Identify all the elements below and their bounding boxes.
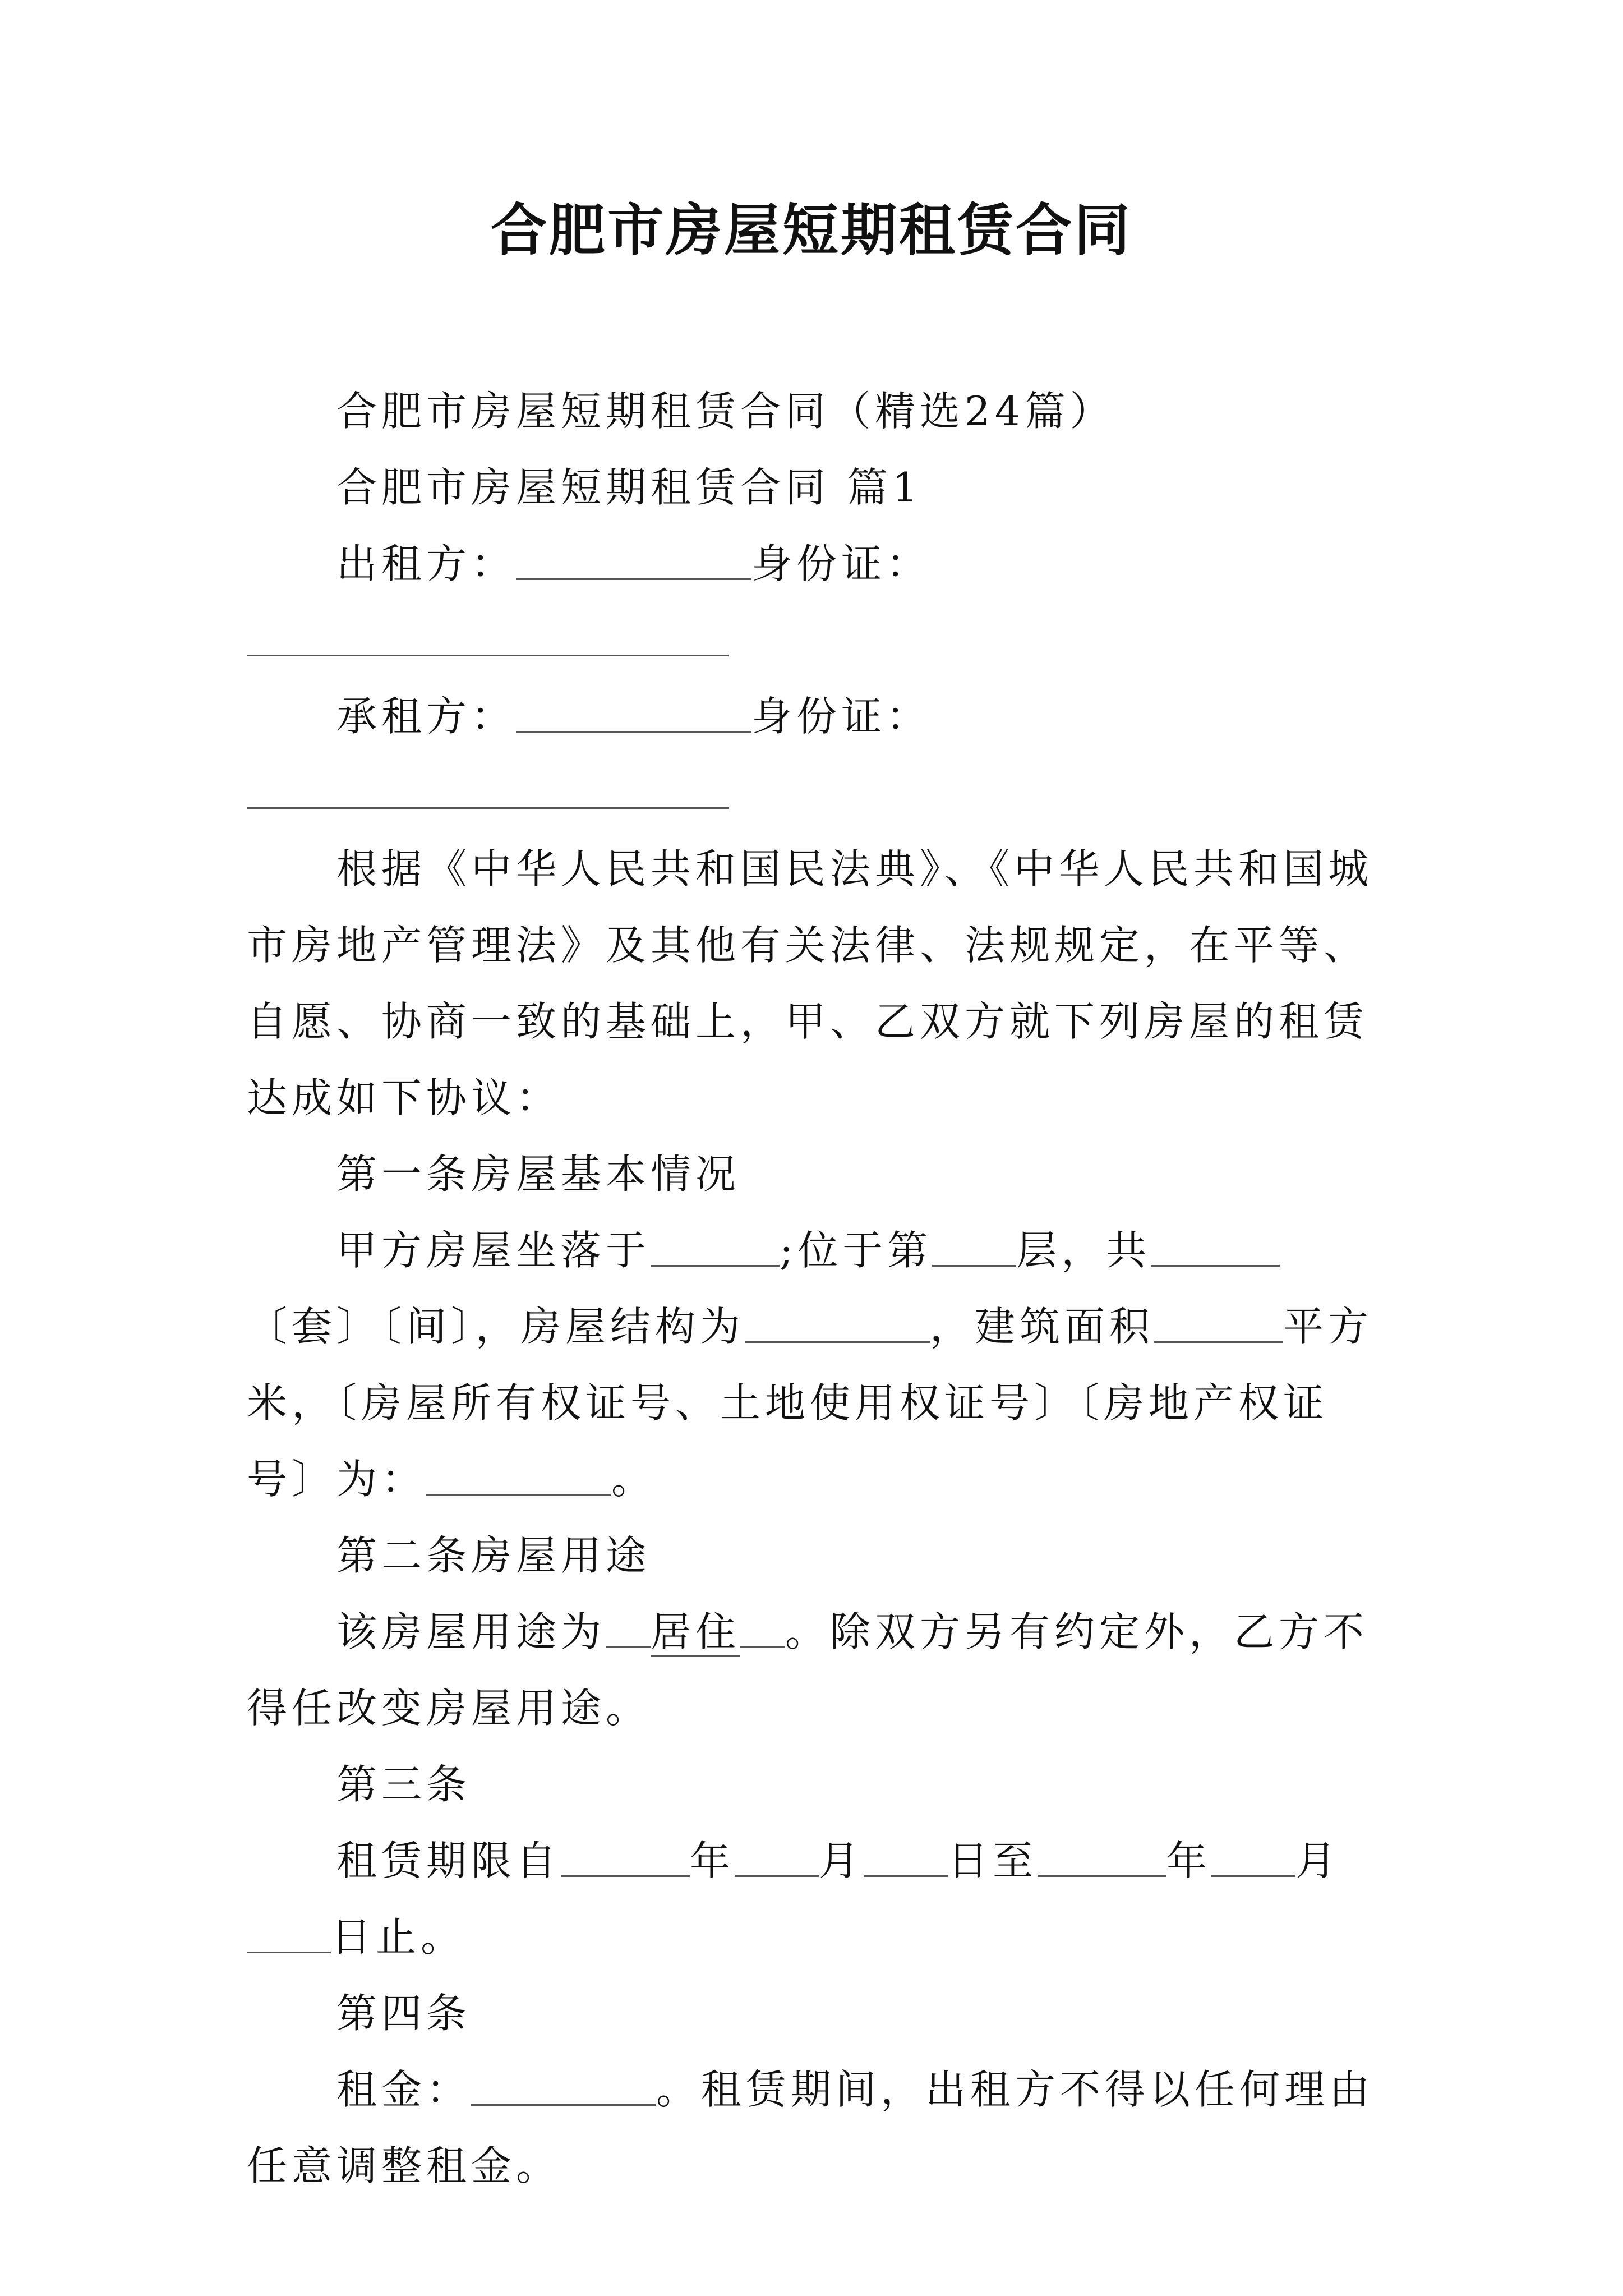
article-3-text-a: 租赁期限自 [336, 1837, 561, 1884]
article-2-text-b: 。除双方另有约定外，乙方不得任改变房屋用途。 [247, 1608, 1369, 1732]
article-4-text-b: 。租赁期间，出租方不得以任何理由任意调整租金。 [247, 2066, 1375, 2189]
lessee-line [247, 678, 1391, 831]
usage-value: 居住 [651, 1608, 740, 1657]
start-year-label: 年 [690, 1837, 735, 1884]
use-blank-after [740, 1612, 785, 1648]
article-1-paragraph [247, 1212, 1391, 1517]
end-month-blank [1211, 1841, 1295, 1877]
article-1-text-a: 甲方房屋坐落于 [336, 1227, 651, 1274]
end-year-blank [1038, 1841, 1166, 1877]
article-2-paragraph [247, 1594, 1391, 1746]
section-heading: 合肥市房屋短期租赁合同 篇1 [336, 464, 923, 511]
article-4-heading: 第四条 [336, 1990, 472, 2037]
structure-blank [745, 1306, 930, 1343]
article-3-heading: 第三条 [336, 1761, 472, 1808]
lessor-name-blank [516, 544, 751, 580]
lessor-id-blank [247, 620, 729, 656]
article-1-text-e: ，建筑面积 [930, 1303, 1155, 1350]
preamble-paragraph: 根据《中华人民共和国民法典》、《中华人民共和国城市房地产管理法》及其他有关法律、法规规定，在平等、自愿、协商一致的基础上，甲、乙双方就下列房屋的租赁达成如下协议： [247, 845, 1373, 1121]
article-1-text-g: 。 [611, 1456, 657, 1503]
rent-blank [471, 2069, 656, 2106]
floor-blank [932, 1230, 1016, 1267]
lessor-id-label: 身份证： [751, 540, 932, 587]
start-year-blank [561, 1841, 690, 1877]
end-day-label: 日止。 [331, 1913, 466, 1961]
article-1-text-b: ;位于第 [780, 1227, 933, 1274]
location-blank [651, 1230, 780, 1267]
lessor-label: 出租方： [336, 540, 517, 587]
area-blank [1154, 1306, 1283, 1343]
end-month-label: 月 [1295, 1837, 1341, 1884]
document-title: 合肥市房屋短期租赁合同 [491, 197, 1132, 263]
lessee-label: 承租方： [336, 693, 517, 740]
start-month-label: 月 [819, 1837, 864, 1884]
article-4-text-a: 租金： [336, 2066, 472, 2113]
article-3-paragraph [247, 1823, 1391, 1975]
certificate-blank [426, 1459, 611, 1496]
end-day-blank [247, 1917, 331, 1953]
article-1-text-c: 层，共 [1016, 1227, 1151, 1274]
article-1-heading: 第一条房屋基本情况 [336, 1151, 741, 1198]
article-1-text-d: 〔套〕〔间〕，房屋结构为 [247, 1303, 745, 1350]
article-1-text-f: 平方米，〔房屋所有权证号、土地使用权证号〕〔房地产权证号〕为： [247, 1303, 1373, 1503]
use-blank-before [606, 1612, 651, 1648]
lessor-line [247, 526, 1391, 678]
units-blank [1151, 1230, 1280, 1267]
lessee-id-label: 身份证： [751, 693, 932, 740]
start-day-blank [864, 1841, 948, 1877]
article-4-paragraph [247, 2051, 1391, 2204]
lessee-id-blank [247, 772, 729, 809]
lessee-name-blank [516, 696, 751, 733]
start-day-label: 日至 [948, 1837, 1038, 1884]
end-year-label: 年 [1166, 1837, 1212, 1884]
article-2-text-a: 该房屋用途为 [336, 1608, 606, 1655]
subtitle: 合肥市房屋短期租赁合同（精选24篇） [336, 388, 1115, 435]
start-month-blank [735, 1841, 819, 1877]
article-2-heading: 第二条房屋用途 [336, 1532, 651, 1579]
document-body [247, 373, 1391, 2204]
